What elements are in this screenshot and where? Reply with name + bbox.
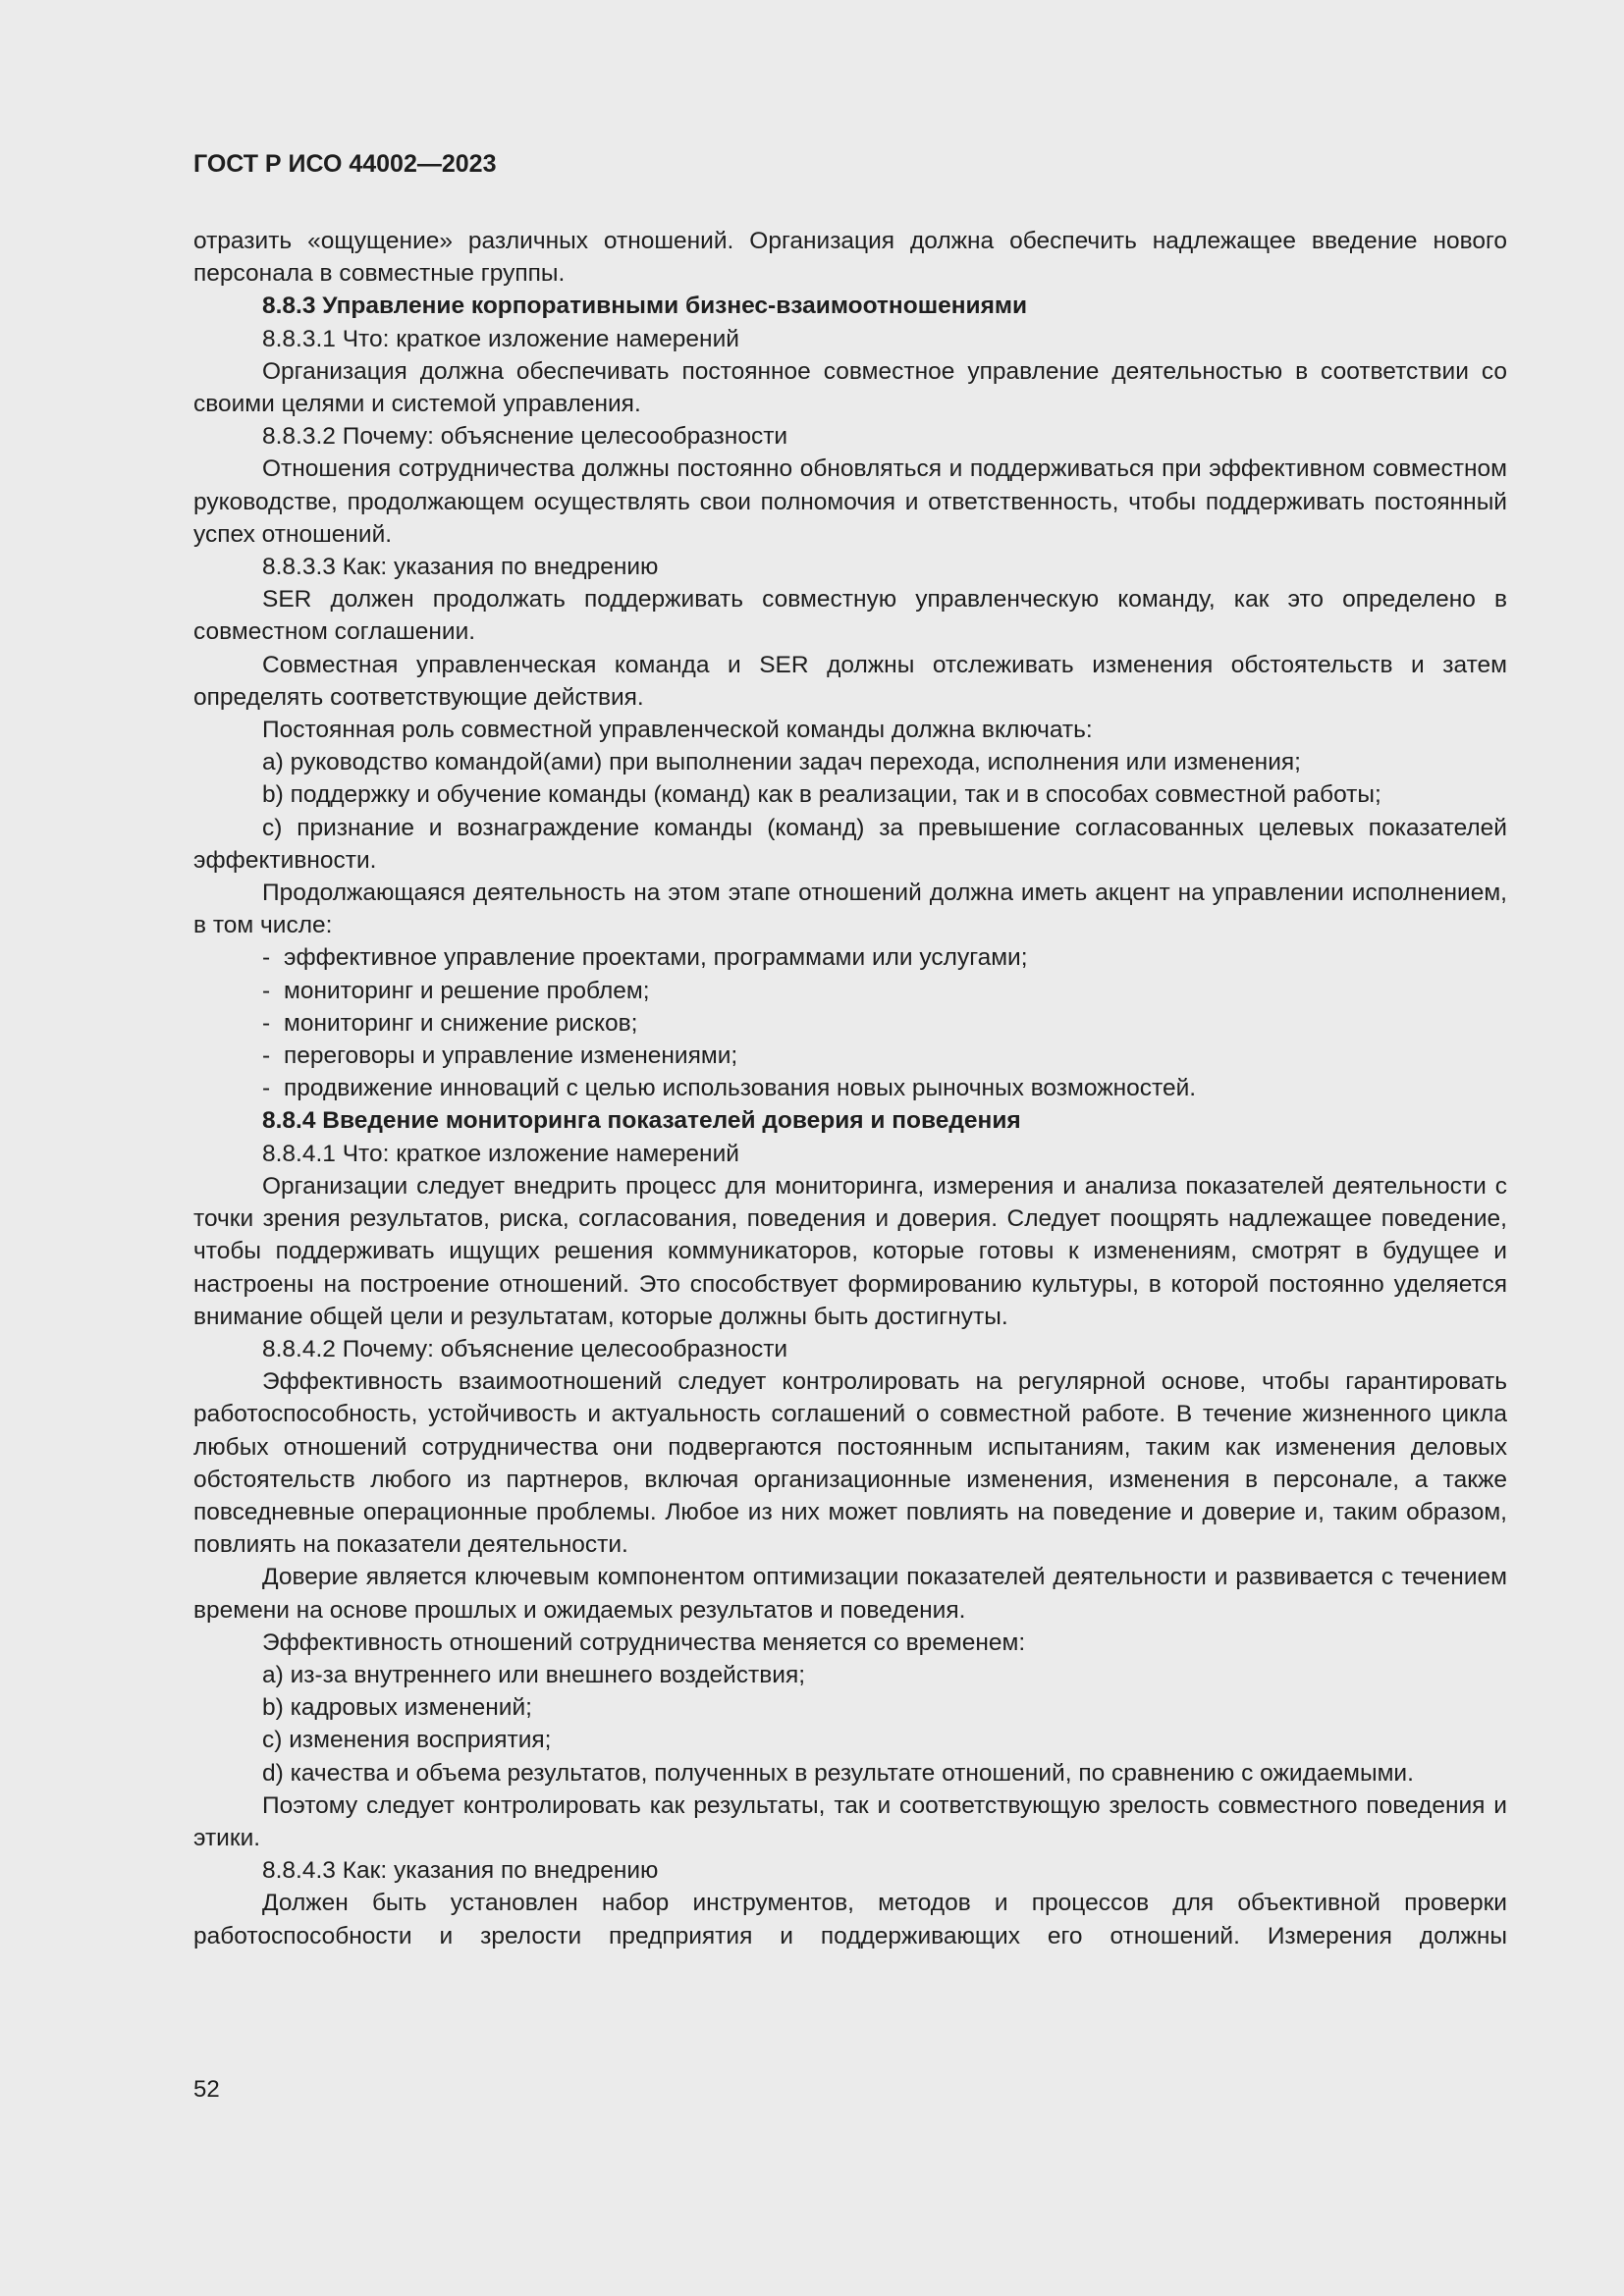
subsection-heading: 8.8.3.2 Почему: объяснение целесообразности	[262, 423, 788, 451]
paragraph: Эффективность взаимоотношений следует контролировать на регулярной основе, чтобы гарантировать работоспособность, устойчивость и актуальность соглашений о совместной работе. В течение жизненного цикла любых отношений сотрудничества они подвергаются постоянным испытаниям, таким как изменения деловых обстоятельств любого из партнеров, включая организационные изменения, изменения в персонале, а также повседневные операционные проблемы. Любое из них может повлиять на поведение и доверие и, таким образом, повлиять на показатели деятельности.	[193, 1368, 1507, 1559]
paragraph: Совместная управленческая команда и SER должны отслеживать изменения обстоятельств и затем определять соответствующие действия.	[193, 651, 1507, 711]
paragraph: Должен быть установлен набор инструментов, методов и процессов для объективной проверки работоспособности и зрелости предприятия и поддерживающих его отношений. Измерения должны	[193, 1890, 1507, 1949]
dash-marker: -	[262, 1009, 271, 1037]
subsection-heading: 8.8.3.3 Как: указания по внедрению	[262, 554, 659, 581]
list-item: b) кадровых изменений;	[262, 1694, 532, 1722]
list-item: d) качества и объема результатов, полученных в результате отношений, по сравнению с ожидаемыми.	[262, 1759, 1414, 1787]
dash-list-item-text: мониторинг и снижение рисков;	[284, 1009, 638, 1037]
paragraph: Доверие является ключевым компонентом оптимизации показателей деятельности и развивается с течением времени на основе прошлых и ожидаемых результатов и поведения.	[193, 1564, 1507, 1624]
paragraph: Организация должна обеспечивать постоянное совместное управление деятельностью в соответствии со своими целями и системой управления.	[193, 357, 1507, 418]
subsection-heading: 8.8.4.3 Как: указания по внедрению	[262, 1857, 659, 1885]
dash-list-item-text: эффективное управление проектами, программами или услугами;	[284, 944, 1028, 972]
paragraph: Постоянная роль совместной управленческой команды должна включать:	[262, 717, 1093, 744]
list-item: b) поддержку и обучение команды (команд) как в реализации, так и в способах совместной работы;	[262, 781, 1381, 809]
list-item: c) признание и вознаграждение команды (команд) за превышение согласованных целевых показателей эффективности.	[193, 814, 1507, 874]
section-heading: 8.8.4 Введение мониторинга показателей доверия и поведения	[262, 1107, 1021, 1135]
dash-list-item	[193, 975, 1507, 1007]
dash-marker: -	[262, 1042, 271, 1070]
paragraph: Отношения сотрудничества должны постоянно обновляться и поддерживаться при эффективном совместном руководстве, продолжающем осуществлять свои полномочия и ответственность, чтобы поддерживать постоянный успех отношений.	[193, 455, 1507, 548]
dash-list-item	[193, 941, 1507, 974]
list-item: a) руководство командой(ами) при выполнении задач перехода, исполнения или изменения;	[262, 749, 1301, 776]
dash-list-item	[193, 1072, 1507, 1104]
dash-list-item-text: переговоры и управление изменениями;	[284, 1042, 738, 1070]
dash-marker: -	[262, 977, 271, 1004]
paragraph: Продолжающаяся деятельность на этом этапе отношений должна иметь акцент на управлении исполнением, в том числе:	[193, 880, 1507, 939]
dash-list-item-text: мониторинг и решение проблем;	[284, 977, 650, 1004]
dash-list-item-text: продвижение инноваций с целью использования новых рыночных возможностей.	[284, 1075, 1197, 1102]
page-body	[193, 225, 1507, 1952]
paragraph: SER должен продолжать поддерживать совместную управленческую команду, как это определено в совместном соглашении.	[193, 586, 1507, 646]
dash-marker: -	[262, 1075, 271, 1102]
paragraph: отразить «ощущение» различных отношений. Организация должна обеспечить надлежащее введение нового персонала в совместные группы.	[193, 228, 1507, 288]
paragraph: Организации следует внедрить процесс для мониторинга, измерения и анализа показателей деятельности с точки зрения результатов, риска, согласования, поведения и доверия. Следует поощрять надлежащее поведение, чтобы поддерживать ищущих решения коммуникаторов, которые готовы к изменениям, смотрят в будущее и настроены на построение отношений. Это способствует формированию культуры, в которой постоянно уделяется внимание общей цели и результатам, которые должны быть достигнуты.	[193, 1172, 1507, 1330]
list-item: c) изменения восприятия;	[262, 1727, 552, 1754]
paragraph: Поэтому следует контролировать как результаты, так и соответствующую зрелость совместного поведения и этики.	[193, 1791, 1507, 1851]
subsection-heading: 8.8.4.1 Что: краткое изложение намерений	[262, 1140, 739, 1167]
list-item: a) из-за внутреннего или внешнего воздействия;	[262, 1661, 806, 1688]
dash-list-item	[193, 1040, 1507, 1072]
standard-header: ГОСТ Р ИСО 44002—2023	[193, 150, 497, 178]
subsection-heading: 8.8.4.2 Почему: объяснение целесообразности	[262, 1335, 788, 1362]
dash-marker: -	[262, 944, 271, 972]
paragraph: Эффективность отношений сотрудничества меняется со временем:	[262, 1629, 1026, 1656]
section-heading: 8.8.3 Управление корпоративными бизнес-взаимоотношениями	[262, 293, 1028, 320]
dash-list-item	[193, 1007, 1507, 1040]
subsection-heading: 8.8.3.1 Что: краткое изложение намерений	[262, 325, 739, 352]
page-number: 52	[193, 2076, 220, 2103]
